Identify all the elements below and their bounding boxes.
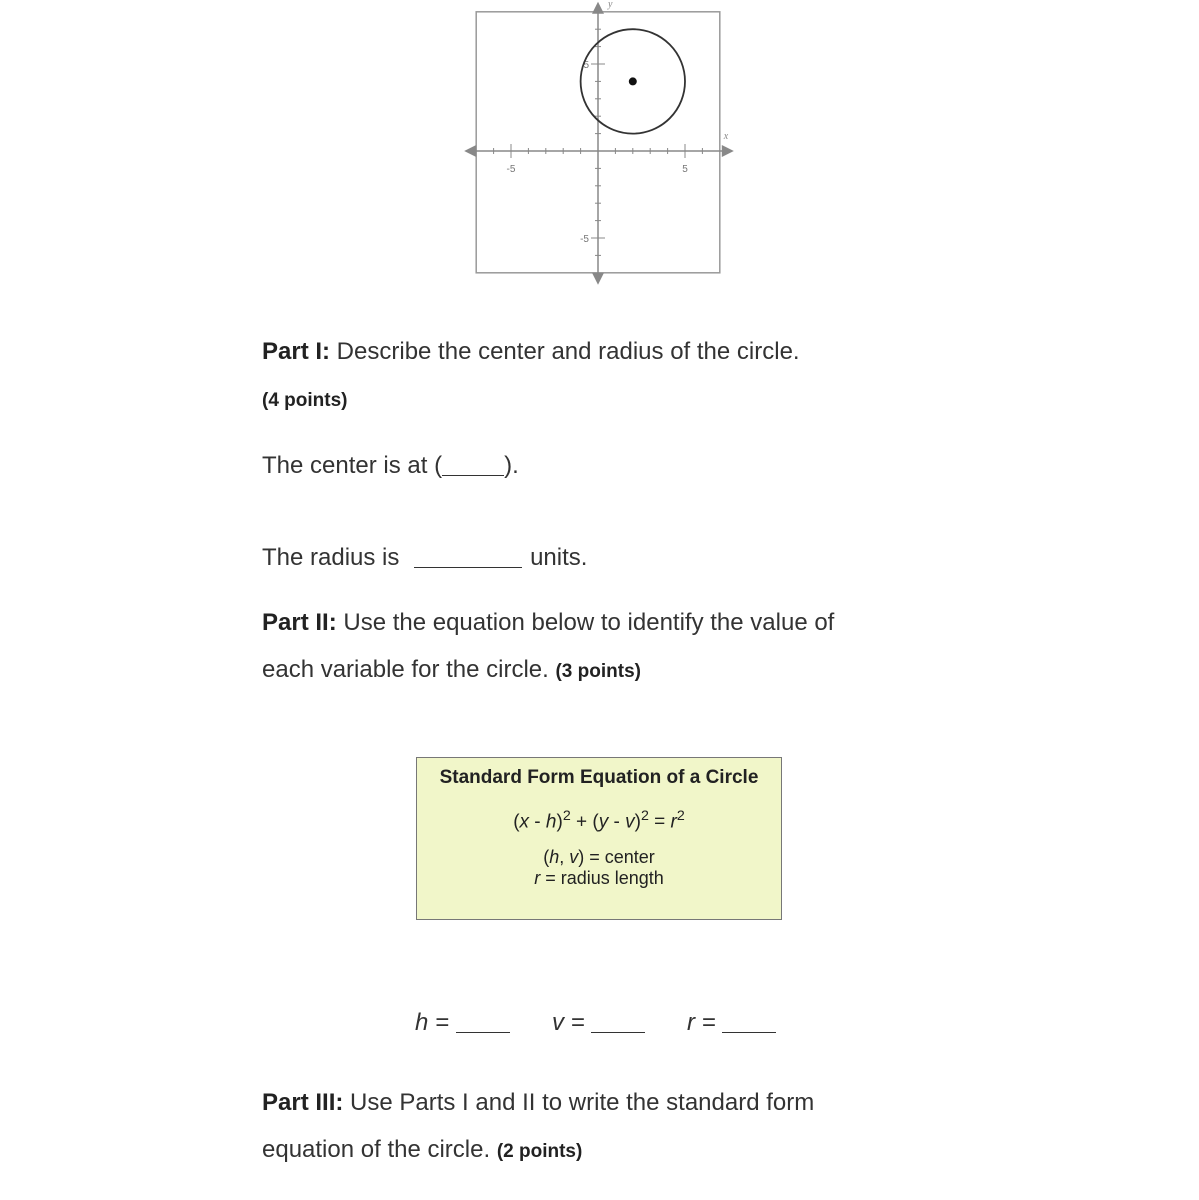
x-axis-label: x <box>723 131 729 142</box>
y-arrow-up-icon <box>592 2 604 14</box>
part3-prompt-line2: equation of the circle. (2 points) <box>262 1136 583 1163</box>
x-tick-label: 5 <box>682 164 688 175</box>
part2-prompt-line2: each variable for the circle. (3 points) <box>262 656 641 683</box>
v-blank[interactable] <box>591 1008 645 1033</box>
part1-prompt: Part I: Describe the center and radius of the circle. <box>262 338 800 365</box>
r-blank[interactable] <box>722 1008 776 1033</box>
part3-prompt-line1: Part III: Use Parts I and II to write the standard form <box>262 1089 815 1116</box>
r-field: r = <box>687 1008 776 1037</box>
radius-question: The radius is units. <box>262 544 588 571</box>
x-arrow-left-icon <box>464 145 476 157</box>
x-arrow-right-icon <box>722 145 734 157</box>
y-tick-label: -5 <box>580 234 589 245</box>
y-arrow-down-icon <box>592 273 604 285</box>
part2-prompt-line1: Part II: Use the equation below to identify the value of <box>262 609 835 636</box>
coordinate-graph <box>460 0 740 290</box>
equation: $(x - h)^2 + (y - v)^2 = r^2$ <box>513 808 685 833</box>
radius-definition: r = radius length <box>534 868 664 889</box>
x-tick-label: -5 <box>506 164 516 175</box>
center-question: The center is at ( ). <box>262 452 519 479</box>
radius-blank[interactable] <box>414 543 522 568</box>
y-tick-label: 5 <box>583 60 589 71</box>
y-axis-label: y <box>608 0 613 10</box>
part1-points: (4 points) <box>262 390 348 411</box>
h-blank[interactable] <box>456 1008 510 1033</box>
center-definition: (h, v) = center <box>543 847 655 868</box>
v-field: v = <box>552 1008 645 1037</box>
h-field: h = <box>415 1008 510 1037</box>
center-point <box>629 77 637 85</box>
box-title: Standard Form Equation of a Circle <box>439 767 759 788</box>
standard-form-box <box>416 757 782 920</box>
center-blank[interactable] <box>442 451 504 476</box>
